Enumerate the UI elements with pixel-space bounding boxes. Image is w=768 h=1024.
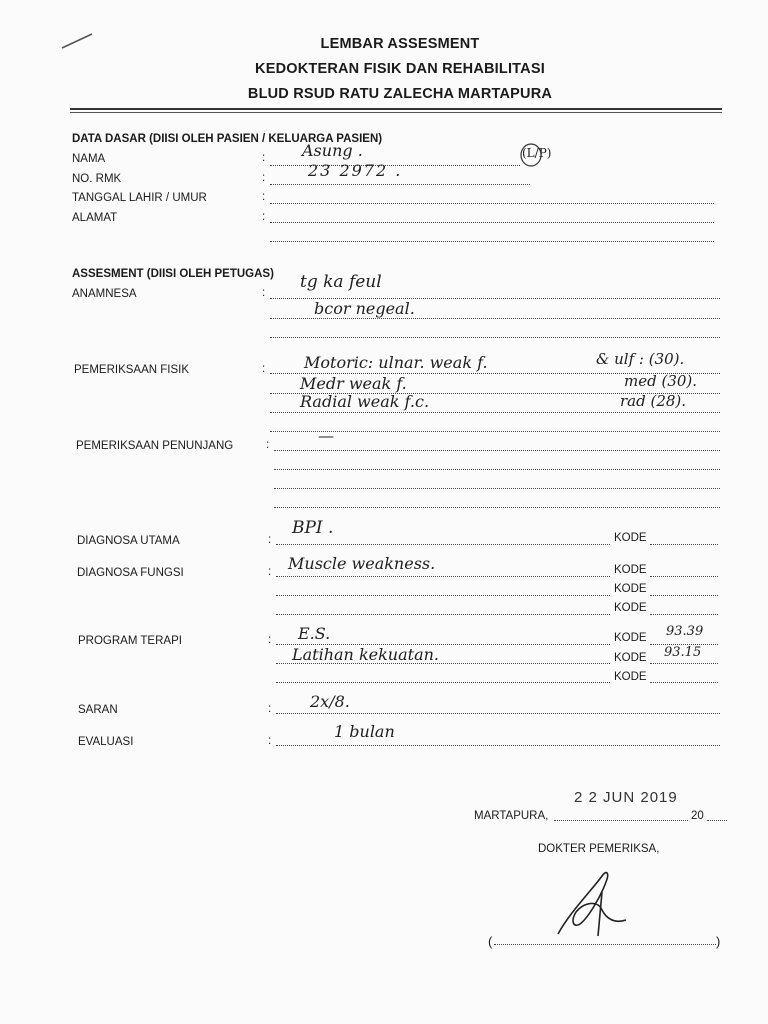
section-assesment-title: ASSESMENT (DIISI OLEH PETUGAS) bbox=[72, 268, 274, 280]
nama-label: NAMA bbox=[72, 153, 106, 165]
diagnosa-fungsi-field-1[interactable] bbox=[276, 576, 610, 577]
pemeriksaan-fisik-label: PEMERIKSAAN FISIK bbox=[74, 364, 190, 376]
anamnesa-field-2[interactable] bbox=[270, 318, 720, 319]
tanggal-lahir-field[interactable] bbox=[270, 203, 714, 204]
anamnesa-label: ANAMNESA bbox=[72, 288, 137, 300]
fisik-value-2: Medr weak f. bbox=[300, 374, 407, 393]
kode-program-2-field[interactable] bbox=[650, 663, 718, 664]
tanggal-lahir-label: TANGGAL LAHIR / UMUR bbox=[72, 192, 207, 204]
program-value-1: E.S. bbox=[298, 624, 331, 643]
alamat-field-2[interactable] bbox=[270, 241, 714, 242]
evaluasi-field[interactable] bbox=[276, 745, 720, 746]
header-divider bbox=[70, 108, 722, 110]
year-prefix: 20 bbox=[691, 810, 704, 822]
signature-open-paren: ( bbox=[488, 934, 493, 949]
place-label: MARTAPURA, bbox=[474, 810, 549, 822]
section-data-dasar-title: DATA DASAR (DIISI OLEH PASIEN / KELUARGA PASIEN) bbox=[72, 133, 383, 145]
fisik-field-3[interactable] bbox=[270, 412, 720, 413]
diagnosa-fungsi-field-3[interactable] bbox=[276, 614, 610, 615]
fisik-value-1-right: & ulf : (30). bbox=[596, 350, 685, 368]
kode-program-1-value: 93.39 bbox=[666, 624, 704, 639]
pen-mark-icon bbox=[58, 30, 98, 52]
gender-circle-icon bbox=[518, 142, 550, 168]
signature-close-paren: ) bbox=[716, 934, 721, 949]
kode-label-program-1: KODE bbox=[614, 632, 647, 644]
penunjang-value: — bbox=[318, 426, 334, 445]
diagnosa-utama-field[interactable] bbox=[276, 544, 610, 545]
diagnosa-fungsi-value: Muscle weakness. bbox=[288, 554, 436, 573]
saran-value: 2x/8. bbox=[310, 692, 350, 711]
penunjang-field-1[interactable] bbox=[274, 450, 720, 451]
rmk-label: NO. RMK bbox=[72, 173, 122, 185]
penunjang-field-4[interactable] bbox=[274, 507, 720, 508]
anamnesa-field-3[interactable] bbox=[270, 337, 720, 338]
saran-field[interactable] bbox=[276, 713, 720, 714]
date-stamp: 2 2 JUN 2019 bbox=[574, 789, 678, 806]
kode-fungsi-1-field[interactable] bbox=[650, 576, 718, 577]
kode-fungsi-3-field[interactable] bbox=[650, 614, 718, 615]
alamat-field[interactable] bbox=[270, 222, 714, 223]
doctor-name-field[interactable] bbox=[494, 944, 716, 945]
diagnosa-fungsi-field-2[interactable] bbox=[276, 595, 610, 596]
kode-program-3-field[interactable] bbox=[650, 682, 718, 683]
penunjang-label: PEMERIKSAAN PENUNJANG bbox=[76, 440, 234, 452]
penunjang-field-2[interactable] bbox=[274, 469, 720, 470]
program-field-3[interactable] bbox=[276, 682, 610, 683]
evaluasi-label: EVALUASI bbox=[78, 736, 134, 748]
saran-label: SARAN bbox=[78, 704, 118, 716]
gender-mark: (L/P) bbox=[522, 146, 552, 160]
fisik-value-3: Radial weak f.c. bbox=[300, 392, 430, 411]
kode-label-program-3: KODE bbox=[614, 671, 647, 683]
diagnosa-utama-label: DIAGNOSA UTAMA bbox=[77, 535, 180, 547]
rmk-value: 23 2972 . bbox=[308, 161, 403, 180]
form-title-line1: LEMBAR ASSESMENT bbox=[320, 36, 480, 52]
rmk-field[interactable] bbox=[270, 184, 530, 185]
penunjang-field-3[interactable] bbox=[274, 488, 720, 489]
form-title-line2: KEDOKTERAN FISIK DAN REHABILITASI bbox=[255, 61, 545, 77]
form-title-line3: BLUD RSUD RATU ZALECHA MARTAPURA bbox=[247, 86, 553, 102]
diagnosa-fungsi-label: DIAGNOSA FUNGSI bbox=[77, 567, 184, 579]
kode-label-utama: KODE bbox=[614, 532, 647, 544]
date-field[interactable] bbox=[554, 820, 688, 821]
kode-utama-field[interactable] bbox=[650, 544, 718, 545]
fisik-value-2-right: med (30). bbox=[624, 372, 698, 390]
diagnosa-utama-value: BPI . bbox=[292, 518, 334, 538]
program-terapi-label: PROGRAM TERAPI bbox=[78, 635, 182, 647]
fisik-value-1: Motoric: ulnar. weak f. bbox=[304, 353, 488, 372]
program-value-2: Latihan kekuatan. bbox=[292, 645, 440, 664]
evaluasi-value: 1 bulan bbox=[334, 722, 395, 741]
header-divider-thin bbox=[70, 112, 722, 113]
kode-label-fungsi-2: KODE bbox=[614, 583, 647, 595]
fisik-value-3-right: rad (28). bbox=[620, 392, 687, 410]
kode-program-2-value: 93.15 bbox=[664, 645, 702, 660]
fisik-field-4[interactable] bbox=[270, 431, 720, 432]
doctor-label: DOKTER PEMERIKSA, bbox=[538, 843, 660, 855]
nama-value: Asung . bbox=[302, 141, 363, 160]
kode-label-fungsi-1: KODE bbox=[614, 564, 647, 576]
doctor-signature bbox=[540, 862, 640, 942]
assessment-form-page: LEMBAR ASSESMENT KEDOKTERAN FISIK DAN REHABILITASI BLUD RSUD RATU ZALECHA MARTAPURA DATA DASAR (DIISI OLEH PASIEN / KELUARGA PASIEN) NAMA : Asung . (L/P) NO. RMK : 23 2972 . TANGGAL LAHIR / UMUR : ALAMAT : ASSESMENT (DIISI OLEH PETUGAS) ANAMNESA : tg ka feul bcor negeal. PEMERIKSAAN FISIK : Motoric: ulnar. weak f. & ulf : (30). Medr weak f. med (30). Radial weak f.c. rad (28). PEMERIKSAAN PENUNJANG : — DIAGNOSA UTAMA : BPI . KODE DIAGNOSA FUNGSI : Muscle weakness. KODE KODE KODE PROGRAM TERAPI : E.S. Latihan kekuatan. KODE 93.39 KODE 93.15 KODE SARAN : 2x/8. EVALUASI : 1 bulan 2 2 JUN 2019 MARTAPURA, 20 DOKTER PEMERIKSA, ( ) bbox=[0, 0, 768, 1024]
kode-label-program-2: KODE bbox=[614, 652, 647, 664]
kode-label-fungsi-3: KODE bbox=[614, 602, 647, 614]
alamat-label: ALAMAT bbox=[72, 212, 118, 224]
kode-fungsi-2-field[interactable] bbox=[650, 595, 718, 596]
anamnesa-value-2: bcor negeal. bbox=[314, 299, 415, 318]
anamnesa-value-1: tg ka feul bbox=[300, 272, 382, 292]
year-field[interactable] bbox=[707, 820, 727, 821]
